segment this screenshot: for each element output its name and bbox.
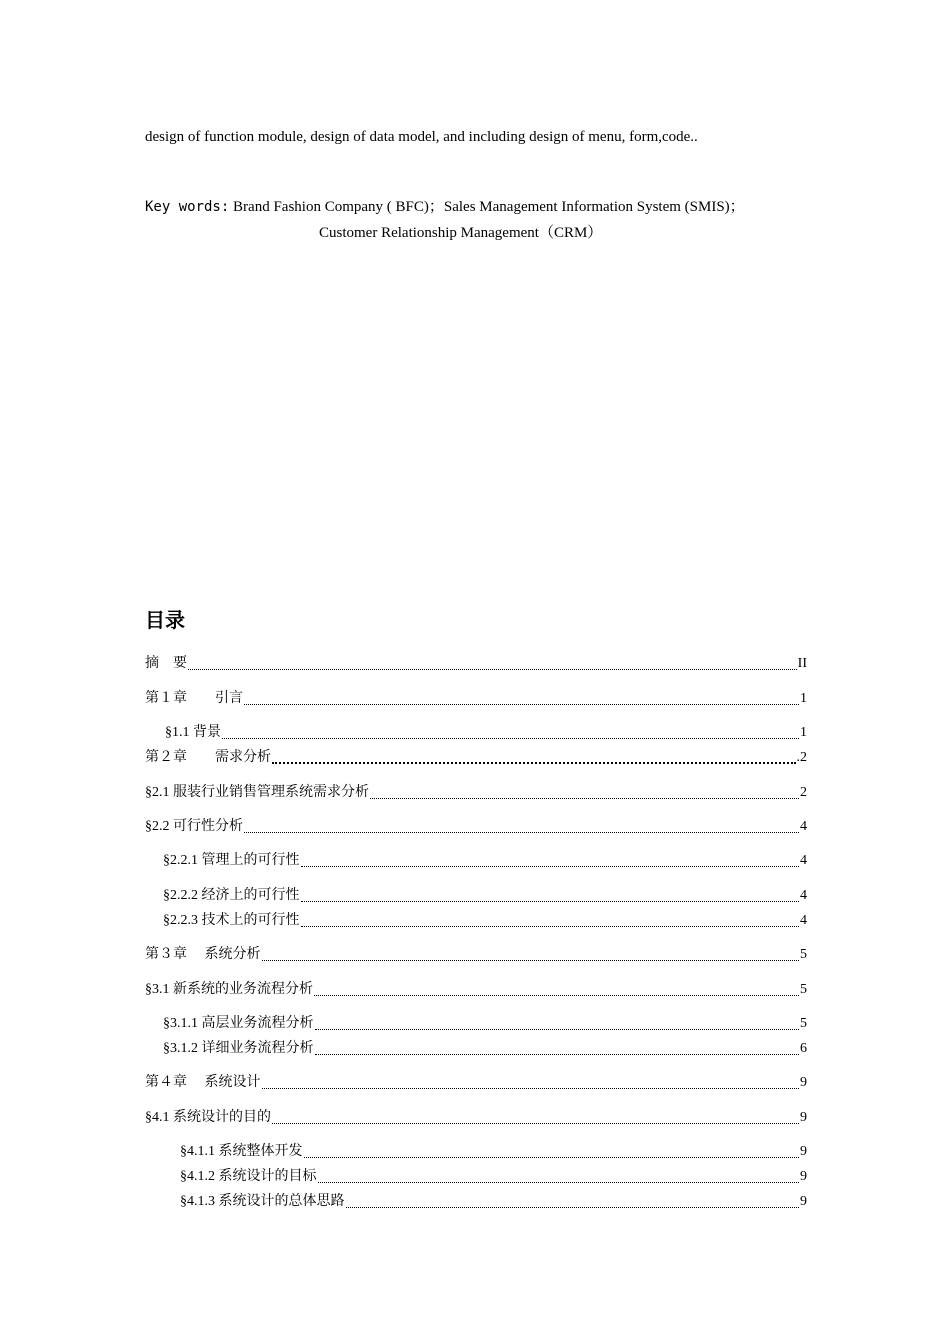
toc-entry[interactable] [145,887,807,905]
toc-entry-label: §2.2.1 管理上的可行性 [163,853,300,868]
table-of-contents [145,0,807,1344]
toc-entry-page: 6 [800,1041,807,1056]
toc-leader [244,704,799,705]
toc-leader [262,1088,800,1089]
toc-entry-label: §3.1 新系统的业务流程分析 [145,982,313,997]
toc-leader [262,960,800,961]
toc-entry-label: §3.1.2 详细业务流程分析 [163,1041,314,1056]
toc-entry-page: .2 [796,750,807,765]
toc-leader [272,1123,799,1124]
toc-entry[interactable] [145,946,807,964]
toc-entry[interactable] [145,1109,807,1127]
toc-entry[interactable] [145,1193,807,1211]
toc-leader [222,738,799,739]
toc-entry-label: §4.1.3 系统设计的总体思路 [180,1194,345,1209]
toc-entry-page: II [797,656,807,671]
toc-entry-label: §2.2.2 经济上的可行性 [163,888,300,903]
keywords-label: Key words: [145,199,230,215]
toc-entry-page: 9 [800,1194,807,1209]
toc-entry[interactable] [145,690,807,708]
toc-leader [370,798,799,799]
toc-leader [301,866,800,867]
toc-entry-page: 2 [800,785,807,800]
toc-entry[interactable] [145,749,807,767]
toc-entry[interactable] [145,784,807,802]
toc-entry-label: §4.1.2 系统设计的目标 [180,1169,317,1184]
toc-leader [314,995,799,996]
toc-entry[interactable] [145,912,807,930]
toc-entry-page: 4 [800,913,807,928]
toc-entry[interactable] [145,1168,807,1186]
toc-entry[interactable] [145,981,807,999]
toc-leader [272,762,796,764]
toc-entry-page: 5 [800,982,807,997]
toc-entry-label: 第２章 需求分析 [145,750,271,765]
toc-entry-label: 第１章 引言 [145,691,243,706]
toc-entry[interactable] [145,852,807,870]
toc-entry-page: 5 [800,947,807,962]
toc-leader [318,1182,800,1183]
toc-entry-page: 1 [800,691,807,706]
toc-entry-page: 9 [800,1110,807,1125]
toc-entry-label: §2.2.3 技术上的可行性 [163,913,300,928]
toc-entry-label: 第３章 系统分析 [145,947,261,962]
keywords-line-2: Customer Relationship Management（CRM） [319,225,603,241]
toc-leader [301,926,800,927]
toc-title: 目录 [145,608,185,632]
toc-entry-label: 摘 要 [145,656,187,671]
toc-entry-label: §3.1.1 高层业务流程分析 [163,1016,314,1031]
toc-entry-label: §2.1 服装行业销售管理系统需求分析 [145,785,369,800]
abstract-tail-text: design of function module, design of data model, and including design of menu, form,code.. [145,129,698,145]
toc-leader [301,901,800,902]
toc-entry-page: 9 [800,1169,807,1184]
toc-leader [244,832,799,833]
toc-entry-page: 9 [800,1144,807,1159]
toc-leader [315,1054,800,1055]
toc-leader [346,1207,800,1208]
toc-entry-label: §1.1 背景 [165,725,221,740]
toc-entry[interactable] [145,724,807,742]
toc-entry[interactable] [145,1040,807,1058]
toc-entry-label: 第４章 系统设计 [145,1075,261,1090]
toc-leader [315,1029,800,1030]
toc-leader [188,669,797,670]
keywords-text-1: Brand Fashion Company ( BFC)；Sales Management Information System (SMIS)； [233,199,745,215]
toc-entry-page: 5 [800,1016,807,1031]
toc-entry-page: 9 [800,1075,807,1090]
toc-entry-page: 4 [800,853,807,868]
toc-entry-label: §4.1 系统设计的目的 [145,1110,271,1125]
toc-entry[interactable] [145,1015,807,1033]
toc-entry-page: 4 [800,819,807,834]
toc-entry-label: §4.1.1 系统整体开发 [180,1144,303,1159]
toc-entry[interactable] [145,655,807,673]
toc-entry-page: 4 [800,888,807,903]
toc-entry-label: §2.2 可行性分析 [145,819,243,834]
toc-entry-page: 1 [800,725,807,740]
toc-entry[interactable] [145,818,807,836]
toc-entry[interactable] [145,1074,807,1092]
toc-leader [304,1157,800,1158]
toc-entry[interactable] [145,1143,807,1161]
